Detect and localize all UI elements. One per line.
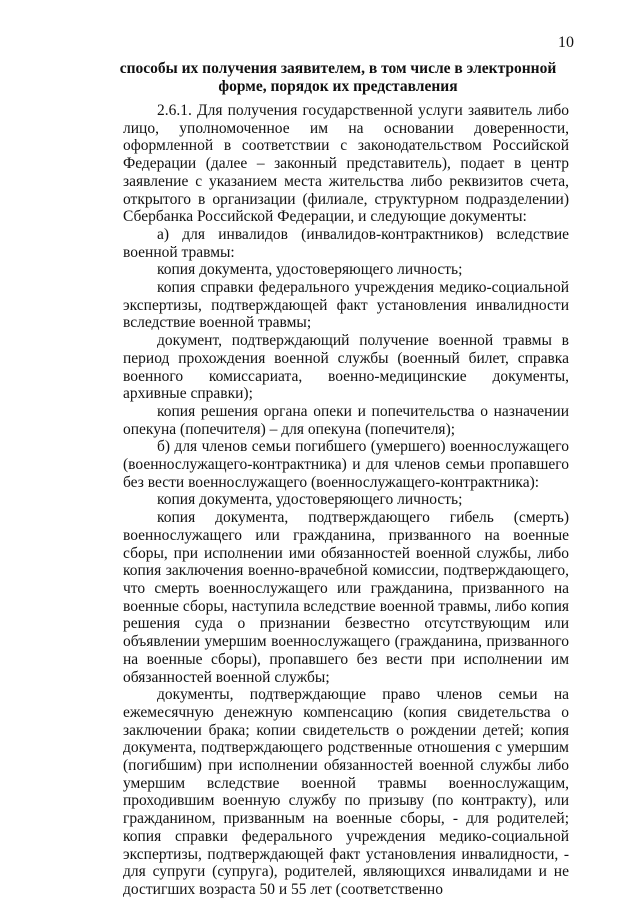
heading-line-1: способы их получения заявителем, в том числе в электронной: [119, 60, 557, 77]
paragraph-family-rights-documents: документы, подтверждающие право членов семьи на ежемесячную денежную компенсацию (копия свидетельства о заключении брака; копии свидетельств о рождении детей; копия документа, подтверждающего родственные отношения с умершим (погибшим) при исполнении обязанностей военной службы либо умершим вследствие военной травмы военнослужащим, проходившим военную службу по призыву (по контракту), или гражданином, призванным на военные сборы, - для родителей; копия справки федерального учреждения медико-социальной экспертизы, подтверждающей факт установления инвалидности, - для супруги (супруга), родителей, являющихся инвалидами и не достигших возраста 50 и 55 лет (соответственно: [123, 686, 569, 898]
paragraph-2-6-1: 2.6.1. Для получения государственной услуги заявитель либо лицо, уполномоченное им на основании доверенности, оформленной в соответствии с законодательством Российской Федерации (далее – законный представитель), подает в центр заявление с указанием места жительства либо реквизитов счета, открытого в организации (филиале, структурном подразделении) Сбербанка Российской Федерации, и следующие документы:: [123, 102, 569, 226]
body-text: [123, 102, 569, 899]
paragraph-guardianship-decision: копия решения органа опеки и попечительства о назначении опекуна (попечителя) – для опекуна (попечителя);: [123, 402, 569, 438]
heading-line-2: форме, порядок их представления: [218, 78, 458, 95]
paragraph-military-trauma-document: документ, подтверждающий получение военной травмы в период прохождения военной службы (военный билет, справка военного комиссариата, военно-медицинские документы, архивные справки);: [123, 332, 569, 403]
paragraph-id-copy-family: копия документа, удостоверяющего личность;: [157, 491, 463, 509]
page-number: 10: [558, 34, 574, 51]
paragraph-medical-certificate: копия справки федерального учреждения медико-социальной экспертизы, подтверждающей факт установления инвалидности вследствие военной травмы;: [123, 279, 569, 332]
section-heading: [110, 60, 566, 96]
paragraph-item-a: а) для инвалидов (инвалидов-контрактников) вследствие военной травмы:: [123, 225, 569, 261]
paragraph-item-b: б) для членов семьи погибшего (умершего) военнослужащего (военнослужащего-контрактника) и для членов семьи пропавшего без вести военнослужащего (военнослужащего-контрактника):: [123, 438, 569, 491]
paragraph-death-confirmation: копия документа, подтверждающего гибель (смерть) военнослужащего или гражданина, призванного на военные сборы, при исполнении ими обязанностей военной службы, либо копия заключения военно-врачебной комиссии, подтверждающего, что смерть военнослужащего или гражданина, призванного на военные сборы, наступила вследствие военной травмы, либо копия решения суда о признании безвестно отсутствующим или объявлении умершим военнослужащего (гражданина, призванного на военные сборы), пропавшего без вести при исполнении им обязанностей военной службы;: [123, 509, 569, 686]
paragraph-id-copy: копия документа, удостоверяющего личность;: [157, 261, 463, 279]
